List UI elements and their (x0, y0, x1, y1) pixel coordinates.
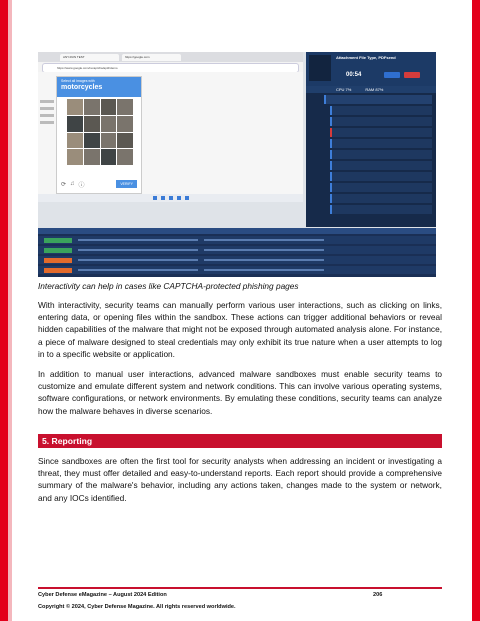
sandbox-logo (309, 55, 331, 81)
captcha-tile[interactable] (67, 149, 83, 165)
ram-usage: RAM 87% (365, 87, 384, 92)
panel-title: Attachment File Type, PDFsend (336, 55, 396, 60)
sandbox-screenshot (38, 52, 436, 277)
footer-copyright: Copyright © 2024, Cyber Defense Magazine. All rights reserved worldwide. (38, 604, 236, 610)
browser-tab[interactable]: ANY.RUN TEST (60, 54, 119, 61)
captcha-tile[interactable] (117, 149, 133, 165)
start-icon[interactable] (153, 196, 157, 200)
captcha-footer (61, 179, 137, 189)
captcha-tile[interactable] (67, 116, 83, 132)
os-taskbar (38, 194, 303, 202)
process-row[interactable] (330, 183, 432, 192)
process-row[interactable] (324, 95, 432, 104)
taskbar-app-icon[interactable] (169, 196, 173, 200)
pause-button[interactable] (384, 72, 400, 78)
process-row[interactable] (330, 194, 432, 203)
paragraph-reporting: Since sandboxes are often the first tool for security analysts when addressing an incident or investigating a threat, they must offer detailed and easy-to-understand reports. Each report should provide a comprehensive summary of the malware's behavior, including any actions taken, changes made to the system or network, and any IOCs identified. (38, 456, 442, 503)
panel-header (306, 52, 436, 86)
captcha-tile[interactable] (117, 133, 133, 149)
captcha-tile[interactable] (84, 99, 100, 115)
page-number: 206 (373, 592, 383, 598)
headphones-icon[interactable]: ♫ (70, 181, 75, 187)
cpu-usage: CPU 7% (336, 87, 352, 92)
network-row[interactable] (38, 236, 436, 244)
captcha-header (57, 77, 141, 97)
network-row[interactable] (38, 246, 436, 254)
browser-window (38, 52, 303, 202)
captcha-tile[interactable] (117, 116, 133, 132)
taskbar-app-icon[interactable] (161, 196, 165, 200)
verify-button[interactable]: VERIFY (116, 180, 137, 188)
captcha-tile[interactable] (84, 133, 100, 149)
paragraph-customization: In addition to manual user interactions, advanced malware sandboxes must enable security teams to customize and emulate different system and network conditions. This can involve various operating systems, software configurations, or network environments. By emulating these conditions, security teams can analyze how the malware behaves in diverse scenarios. (38, 369, 442, 416)
footer-edition: Cyber Defense eMagazine – August 2024 Edition (38, 592, 167, 598)
captcha-tile[interactable] (101, 99, 117, 115)
captcha-tile[interactable] (117, 99, 133, 115)
captcha-tile[interactable] (84, 149, 100, 165)
footer-rule (38, 587, 442, 589)
captcha-tile[interactable] (101, 116, 117, 132)
stop-button[interactable] (404, 72, 420, 78)
captcha-image-grid[interactable] (67, 99, 133, 165)
captcha-tile[interactable] (67, 99, 83, 115)
process-row[interactable] (330, 161, 432, 170)
address-url: https://www.google.com/recaptcha/api2/demo (57, 66, 118, 70)
browser-tabs (38, 52, 303, 62)
analysis-panel (306, 52, 436, 227)
captcha-widget (56, 76, 142, 194)
figure-caption: Interactivity can help in cases like CAPTCHA-protected phishing pages (38, 281, 299, 291)
browser-page (38, 72, 303, 202)
info-icon[interactable]: ⓘ (78, 182, 85, 189)
captcha-instruction: Select all images with (61, 79, 95, 83)
process-row[interactable] (330, 205, 432, 214)
process-row[interactable] (330, 150, 432, 159)
captcha-tile[interactable] (67, 133, 83, 149)
session-timer: 00:54 (346, 72, 362, 78)
process-row[interactable] (330, 172, 432, 181)
captcha-tile[interactable] (101, 149, 117, 165)
captcha-tile[interactable] (101, 133, 117, 149)
reload-icon[interactable]: ⟳ (61, 181, 67, 188)
resource-stats (306, 86, 436, 93)
browser-tab[interactable]: https://google.com (122, 54, 181, 61)
network-row[interactable] (38, 256, 436, 264)
left-red-border (0, 0, 8, 621)
taskbar-app-icon[interactable] (185, 196, 189, 200)
paragraph-interactivity: With interactivity, security teams can manually perform various user interactions, such as clicking on links, entering data, or opening files within the sandbox. These actions can trigger additional behaviors or reveal hidden capabilities of the malware that might not be exposed through automated analysis alone. For instance, a piece of malware designed to steal credentials may only exhibit its true nature when a user attempts to log in to a specific website or application. (38, 300, 442, 359)
captcha-tile[interactable] (84, 116, 100, 132)
captcha-target: motorcycles (61, 84, 103, 91)
process-row[interactable] (330, 128, 432, 137)
page-text-block (40, 100, 54, 128)
network-table-header (38, 228, 436, 234)
network-row[interactable] (38, 266, 436, 274)
process-row[interactable] (330, 106, 432, 115)
section-heading: 5. Reporting (38, 434, 442, 448)
taskbar-app-icon[interactable] (177, 196, 181, 200)
right-red-border (472, 0, 480, 621)
network-table (38, 228, 436, 277)
process-row[interactable] (330, 139, 432, 148)
process-row[interactable] (330, 117, 432, 126)
